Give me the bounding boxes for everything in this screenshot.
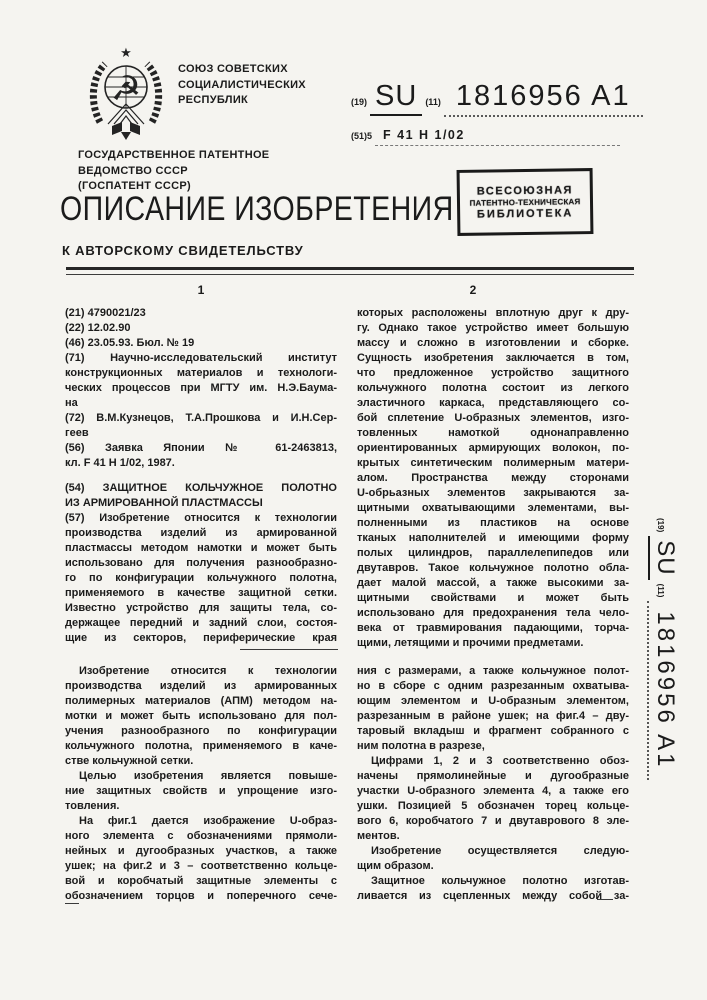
text-line: начены прямолинейные и дугообразные	[357, 770, 629, 782]
text-line: Изобретение относится к технологии	[79, 665, 337, 677]
text-line: ющим элементом и U-образным элементом,	[357, 695, 629, 707]
text-line: ориентированных армирующих волокон, по-	[357, 442, 629, 454]
text-line: производства изделий из армированной	[65, 527, 337, 539]
text-line: (22) 12.02.90	[65, 322, 131, 334]
header-divider	[66, 267, 634, 275]
text-line: товления.	[65, 800, 120, 812]
paragraph-gap	[65, 471, 337, 481]
text-line: (56) Заявка Японии № 61-2463813,	[65, 442, 337, 454]
text-line: Сущность изобретения заключается в том,	[357, 352, 629, 364]
ipc-prefix-label: (51)5	[351, 131, 373, 141]
vertical-document-id	[647, 514, 679, 780]
text-line: (71) Научно-исследовательский институт	[65, 352, 337, 364]
text-line: бой сплетение U-образных элементов, изго-	[357, 412, 629, 424]
text-line: разрезанным в районе ушек; на фиг.4 – дву-	[357, 710, 629, 722]
text-line: ушки. Позицией 5 обозначен торец кольце-	[357, 800, 629, 812]
kind-code-19-label: (19)	[656, 518, 665, 533]
text-line: вого 6, коробчатого 7 и двутаврового 8 эле-	[357, 815, 629, 827]
text-line: века от травмирования падающими, торча-	[357, 622, 629, 634]
text-line: Целью изобретения является повыше-	[79, 770, 337, 782]
text-line: тканых наполнителей и имеющими форму	[357, 532, 629, 544]
text-line: алом. Пространства между сторонами	[357, 472, 629, 484]
text-line: использовано для получения разнообразно-	[65, 557, 337, 569]
text-line: Защитное кольчужное полотно изготав-	[371, 875, 629, 887]
text-line: ного элемента с обозначениями прямоли-	[65, 830, 337, 842]
right-column-description	[357, 664, 629, 904]
text-line: ния с размерами, а также кольчужное полот-	[357, 665, 629, 677]
column-2-label: 2	[469, 283, 477, 297]
svg-text:★: ★	[120, 46, 132, 61]
stamp-line: БИБЛИОТЕКА	[476, 206, 574, 221]
text-line: эластичного каркаса, представляющего со-	[357, 397, 629, 409]
text-line: участки U-образного элемента 4, а также его	[357, 785, 629, 797]
kind-code-11-label: (11)	[425, 97, 441, 107]
text-line: На фиг.1 дается изображение U-образ-	[79, 815, 337, 827]
country-name	[178, 62, 306, 109]
country-code: SU	[370, 80, 422, 116]
country-line: СОЮЗ СОВЕТСКИХ	[178, 63, 288, 75]
text-line: пластмассы методом намотки и может быть	[65, 542, 337, 554]
text-line: (46) 23.05.93. Бюл. № 19	[65, 337, 195, 349]
text-line: ние защитных свойств и упрощение изго-	[65, 785, 337, 797]
publication-number: 1816956 A1	[444, 80, 643, 117]
text-line: щим образом.	[357, 860, 434, 872]
text-line: ушек; на фиг.2 и 3 – соответственно кольце-	[65, 860, 337, 872]
text-line: стве кольчужной сетки.	[65, 755, 194, 767]
publication-number: 1816956 A1	[647, 601, 679, 779]
text-line: дает малой массой, а также высокими за-	[357, 577, 629, 589]
text-line: ментов.	[357, 830, 400, 842]
text-line: ним полотна в разрезе,	[357, 740, 485, 752]
country-code: SU	[648, 536, 679, 579]
text-line: Цифрами 1, 2 и 3 соответственно обоз-	[371, 755, 629, 767]
text-line: полненными из пластиков на основе	[357, 517, 629, 529]
text-line: кл. F 41 H 1/02, 1987.	[65, 457, 175, 469]
text-line: обозначением торцов и поперечного сече-	[65, 890, 337, 902]
text-line: которых расположены вплотную друг к дру-	[357, 307, 629, 319]
text-line: таровый вкладыш и фрагмент собранного с	[357, 725, 629, 737]
text-line: (21) 4790021/23	[65, 307, 146, 319]
text-line: полимерных материалов (АПМ) методом на-	[65, 695, 337, 707]
text-line: кольчужного полотна, применяемого в каче-	[65, 740, 337, 752]
text-line: (72) В.М.Кузнецов, Т.А.Прошкова и И.Н.Сер-	[65, 412, 337, 424]
text-line: щитными свойствами и может быть	[357, 592, 629, 604]
stamp-line: ПАТЕНТНО-ТЕХНИЧЕСКАЯ	[469, 196, 581, 208]
kind-code-19-label: (19)	[351, 97, 368, 107]
stamp-line: ВСЕСОЮЗНАЯ	[476, 183, 573, 198]
text-line: щими, летящими и прочими предметами.	[357, 637, 584, 649]
text-line: держащее передний и задний слои, состоя-	[65, 617, 337, 629]
text-line: нейных и дугообразных участков, а также	[65, 845, 337, 857]
text-line: ливается из сцепленных между собой за-	[357, 890, 629, 902]
text-line: двутавров. Такое кольчужное полотно обла-	[357, 562, 629, 574]
page-subtitle: К АВТОРСКОМУ СВИДЕТЕЛЬСТВУ	[62, 243, 304, 258]
right-column-abstract	[357, 306, 629, 651]
text-line: го по конфигурации кольчужного полотна,	[65, 572, 337, 584]
text-line: щитными охватывающими элементами, вы-	[357, 502, 629, 514]
text-line: геев	[65, 427, 89, 439]
state-emblem-icon	[88, 42, 164, 144]
page-title: ОПИСАНИЕ ИЗОБРЕТЕНИЯ	[60, 190, 454, 228]
patent-office	[78, 148, 269, 195]
text-line: применяемого в качестве защитной сетки.	[65, 587, 337, 599]
text-line: использовано для предохранения тела чело-	[357, 607, 629, 619]
text-line: U-обрьазных элементов закрываются за-	[357, 487, 629, 499]
text-line: что предложенное устройство защитного	[357, 367, 629, 379]
text-line: но в сборе с одним разрезанным охватыва-	[357, 680, 629, 692]
text-line: гу. Однако такое устройство имеет большую	[357, 322, 629, 334]
text-line: ИЗ АРМИРОВАННОЙ ПЛАСТМАССЫ	[65, 497, 263, 509]
continuation-dash	[597, 899, 613, 900]
text-line: кольчужного полотна состоит из легкого	[357, 382, 629, 394]
section-divider	[240, 649, 338, 650]
country-line: РЕСПУБЛИК	[178, 94, 249, 106]
text-line: вой и коробчатый защитные элементы с	[65, 875, 337, 887]
text-line: мотки и может быть использовано для пол-	[65, 710, 337, 722]
kind-code-11-label: (11)	[656, 583, 665, 598]
text-line: учения разнообразного по конфигурации	[65, 725, 337, 737]
svg-text:☭: ☭	[110, 69, 142, 109]
text-line: Изобретение осуществляется следую-	[371, 845, 629, 857]
text-line: щие из секторов, периферические края	[65, 632, 337, 644]
continuation-dash	[65, 903, 79, 904]
text-line: полых цилиндров, параллелепипедов или	[357, 547, 629, 559]
document-id	[348, 80, 643, 117]
text-line: производства изделий из армированных	[65, 680, 337, 692]
patent-office-line: ГОСУДАРСТВЕННОЕ ПАТЕНТНОЕ	[78, 149, 270, 161]
text-line: массу и сложно в изготовлении и сборке.	[357, 337, 629, 349]
text-line: конструкционных материалов и технологи-	[65, 367, 337, 379]
text-line: товленных намоткой однонаправленно	[357, 427, 629, 439]
text-line: ческих процессов при МГТУ им. Н.Э.Баума-	[65, 382, 337, 394]
patent-office-line: (ГОСПАТЕНТ СССР)	[78, 180, 191, 192]
left-column-bibliographic-abstract	[65, 306, 337, 646]
column-1-label: 1	[197, 283, 205, 297]
text-line: крытых синтетическим полимерным матери-	[357, 457, 629, 469]
ipc-class-value: F 41 H 1/02	[375, 128, 620, 146]
text-line: Известно устройство для защиты тела, со-	[65, 602, 337, 614]
country-line: СОЦИАЛИСТИЧЕСКИХ	[178, 78, 306, 91]
left-column-description	[65, 664, 337, 904]
text-line: (57) Изобретение относится к технологии	[65, 512, 337, 524]
patent-office-line: ВЕДОМСТВО СССР	[78, 164, 188, 177]
text-line: на	[65, 397, 78, 409]
ipc-classification	[348, 128, 620, 146]
text-line: (54) ЗАЩИТНОЕ КОЛЬЧУЖНОЕ ПОЛОТНО	[65, 482, 337, 494]
